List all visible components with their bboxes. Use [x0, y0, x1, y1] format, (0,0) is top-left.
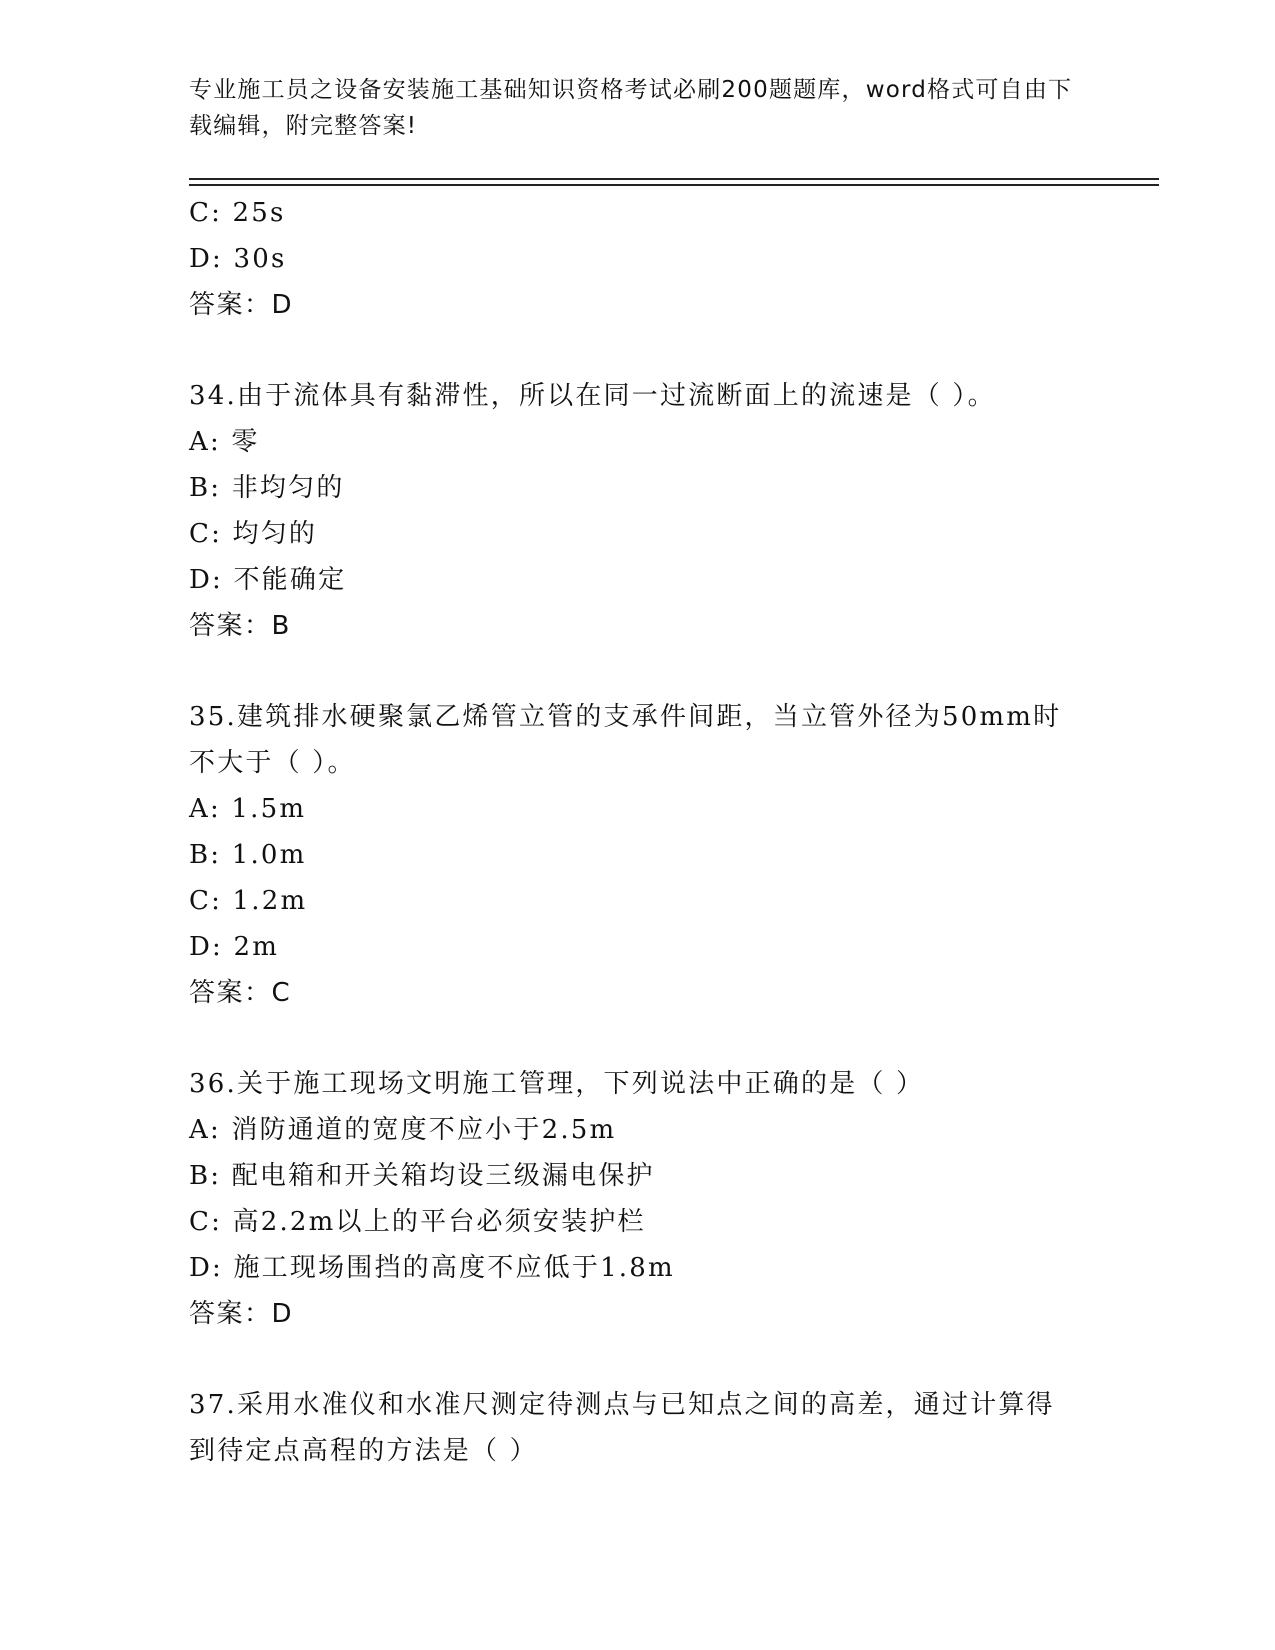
option-b: B: 配电箱和开关箱均设三级漏电保护 — [189, 1161, 655, 1191]
document-header-title: 专业施工员之设备安装施工基础知识资格考试必刷200题题库，word格式可自由下载编辑，附完整答案! — [189, 77, 1073, 139]
question-spacer — [189, 1016, 1089, 1061]
header-divider-bottom — [189, 184, 1159, 186]
question-33-tail — [189, 190, 1089, 328]
question-stem: 35.建筑排水硬聚氯乙烯管立管的支承件间距，当立管外径为50mm时 — [189, 702, 1062, 732]
option-a: A: 零 — [189, 427, 260, 457]
option-b: B: 1.0m — [189, 840, 307, 870]
answer-line: 答案：D — [189, 1299, 294, 1329]
question-spacer — [189, 649, 1089, 694]
question-list — [189, 190, 1089, 1474]
option-c: C: 1.2m — [189, 886, 308, 916]
option-d: D: 施工现场围挡的高度不应低于1.8m — [189, 1253, 675, 1283]
option-a: A: 消防通道的宽度不应小于2.5m — [189, 1115, 617, 1145]
question-34 — [189, 373, 1089, 649]
option-d: D: 30s — [189, 244, 287, 274]
answer-line: 答案：D — [189, 290, 294, 320]
answer-line: 答案：C — [189, 978, 292, 1008]
header-divider-top — [189, 178, 1159, 180]
question-spacer — [189, 1337, 1089, 1382]
option-c: C: 高2.2m以上的平台必须安装护栏 — [189, 1207, 646, 1237]
option-c: C: 25s — [189, 198, 286, 228]
option-b: B: 非均匀的 — [189, 473, 345, 503]
question-spacer — [189, 328, 1089, 373]
question-stem: 37.采用水准仪和水准尺测定待测点与已知点之间的高差，通过计算得 — [189, 1390, 1055, 1420]
question-37 — [189, 1382, 1089, 1474]
question-36 — [189, 1061, 1089, 1337]
question-stem: 36.关于施工现场文明施工管理，下列说法中正确的是（ ） — [189, 1069, 925, 1099]
option-a: A: 1.5m — [189, 794, 307, 824]
question-stem-continued: 到待定点高程的方法是（ ） — [189, 1436, 538, 1466]
option-d: D: 2m — [189, 932, 280, 962]
question-stem: 34.由于流体具有黏滞性，所以在同一过流断面上的流速是（ ）。 — [189, 381, 996, 411]
question-35 — [189, 694, 1089, 1016]
question-stem-continued: 不大于（ ）。 — [189, 748, 356, 778]
answer-line: 答案：B — [189, 611, 291, 641]
option-c: C: 均匀的 — [189, 519, 318, 549]
option-d: D: 不能确定 — [189, 565, 347, 595]
